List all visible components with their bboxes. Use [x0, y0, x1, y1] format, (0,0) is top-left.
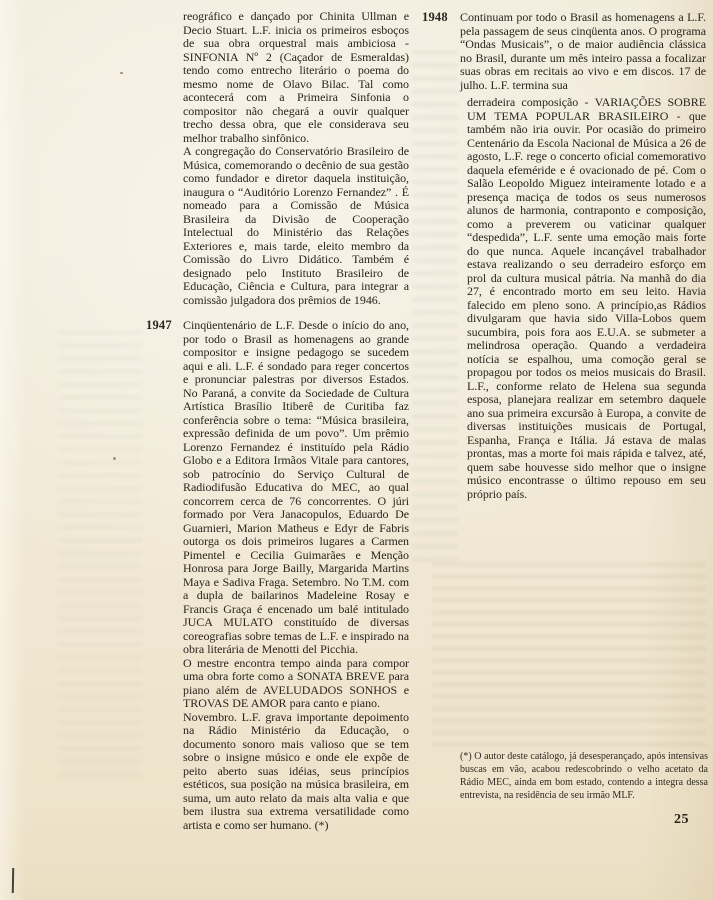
left-column: [146, 10, 409, 832]
paper-speck: [120, 72, 123, 74]
showthrough-ghost: [58, 330, 142, 780]
paragraph: O mestre encontra tempo ainda para compor uma obra forte como a SONATA BREVE para piano além de AVELUDADOS SONHOS e TROVAS DE AMOR para canto e piano.: [183, 655, 409, 710]
footnote: [460, 751, 708, 803]
footnote-text: (*) O autor deste catálogo, já desesperançado, após intensivas buscas em vão, acabou redescobrindo o velho acetato da Rádio MEC, ainda em bom estado, contendo a integra dessa entrevista, na residência de seu irmão MLF.: [460, 751, 708, 801]
page-number: 25: [674, 812, 689, 827]
paragraph: A congregação do Conservatório Brasileiro de Música, comemorando o decênio de sua gestão como fundador e diretor daquela instituição, inaugura o “Auditório Lorenzo Fernandez” . É nomeado para a Comissão de Música Brasileira da Divisão de Cooperação Intelectual do Ministério das Relações Exteriores e, mais tarde, eleito membro da Comissão do Livro Didático. Também é designado pelo Instituto Brasileiro de Educação, Ciência e Cultura, para integrar a comissão julgadora dos prêmios de 1946.: [183, 144, 409, 307]
paragraph: Novembro. L.F. grava importante depoimento na Rádio Ministério da Educação, o documento sonoro mais valioso que se tem sobre o insigne músico e onde ele expõe de peito aberto suas idéias, seus princípios estéticos, sua posição na música brasileira, em suma, um auto relato da mais alta valia e que bem ilustra sua extrema versatilidade como artista e como ser humano. (*): [183, 709, 409, 832]
paragraph: Continuam por todo o Brasil as homenagens a L.F. pela passagem de seus cinqüenta anos. O programa “Ondas Musicais”, o de maior audiência clássica no Brasil, durante um mês inteiro passa a focalizar suas obras em recitais ao vivo e em discos. 17 de julho. L.F. termina sua: [460, 10, 706, 92]
paper-speck: [113, 457, 116, 460]
chronology-entry-1948: [422, 11, 706, 501]
year-label: 1948: [422, 10, 448, 24]
year-label: 1947: [146, 318, 172, 332]
scan-artifact-mark: [12, 868, 14, 893]
paragraph: Cinqüentenário de L.F. Desde o início do ano, por todo o Brasil as homenagens ao grande compositor e insigne pedagogo se sucedem aqui e ali. L.F. é sondado para reger concertos e pronunciar palestras por diversos Estados. No Paraná, a convite da Sociedade de Cultura Artística Brasílio Itiberê de Curitiba faz conferência sobre o tema: “Música brasileira, expressão definida de um povo”. Um prêmio Lorenzo Fernandez é instituído pela Rádio Globo e a Editora Irmãos Vitale para cantores, sob patrocínio do Serviço Cultural de Radiodifusão Educativa do MEC, ao qual concorrem cerca de 76 concorrentes. O júri formado por Vera Janacopulos, Eduardo De Guarnieri, Marion Matheus e Edyr de Fabris outorga os dois primeiros lugares a Carmen Pimentel e Cecilia Guimarães e Menção Honrosa para Jorge Bailly, Margarida Martins Maya e Sadiva Fraga. Setembro. No T.M. com a dupla de bailarinos Madeleine Rosay e Francis Graça é encenado um balé intitulado JUCA MULATO constituído de diversas coreografias sobre temas de L.F. e inspirado na obra literária de Menotti del Picchia.: [183, 318, 409, 656]
chronology-entry-continuation: [146, 10, 409, 307]
entry-body: [460, 11, 706, 501]
paragraph: derradeira composição - VARIAÇÕES SOBRE UM TEMA POPULAR BRASILEIRO - que também não iria ouvir. Por ocasião do primeiro Centenário da Escola Nacional de Música a 26 de agosto, L.F. rege o concerto oficial comemorativo daquela efeméride e é ovacionado de pé. Com o Salão Leopoldo Miguez inteiramente lotado e a presença maciça de todos os seus numerosos alunos de harmonia, contraponto e composição, como a preverem ou vaticinar qualquer “despedida”, L.F. sente uma emoção mais forte do que nunca. Aquele incançável trabalhador estava realizando o seu derradeiro esforço em prol da cultura musical pátria. Na manhã do dia 27, é encontrado morto em seu leito. Havia falecido em pleno sono. A princípio,as Rádios divulgaram que havia sido Villa-Lobos quem sucumbira, pois fora aos E.U.A. se submeter a melindrosa operação. Quando a verdadeira notícia se espalhou, uma comoção geral se propagou por todos os meios musicais do Brasil. L.F., conforme relato de Helena sua segunda esposa, planejara realizar em setembro daquele ano sua primeira excursão à Europa, a convite de diversas instituições musicais de Portugal, Espanha, França e Itália. Já estava de malas prontas, mas a morte foi mais rápida e talvez, até, quem sabe houvesse sido melhor que o insigne músico encontrasse o último repouso em seu próprio país.: [467, 95, 706, 501]
year-label: [146, 10, 183, 307]
entry-body: [183, 10, 409, 307]
entry-body: [183, 319, 409, 832]
chronology-entry-1947: [146, 319, 409, 832]
right-column: [422, 11, 706, 501]
showthrough-ghost: [432, 562, 706, 747]
paragraph: reográfico e dançado por Chinita Ullman e Decio Stuart. L.F. inicia os primeiros esboços de sua obra orquestral mais ambiciosa - SINFONIA Nº 2 (Caçador de Esmeraldas) tendo como entrecho literário o poema do mesmo nome de Olavo Bilac. Tal como acontecerá com a Primeira Sinfonia o compositor não chegará a ouvir qualquer trecho dessa obra, que ele considerava seu melhor trabalho sinfônico.: [183, 9, 409, 145]
